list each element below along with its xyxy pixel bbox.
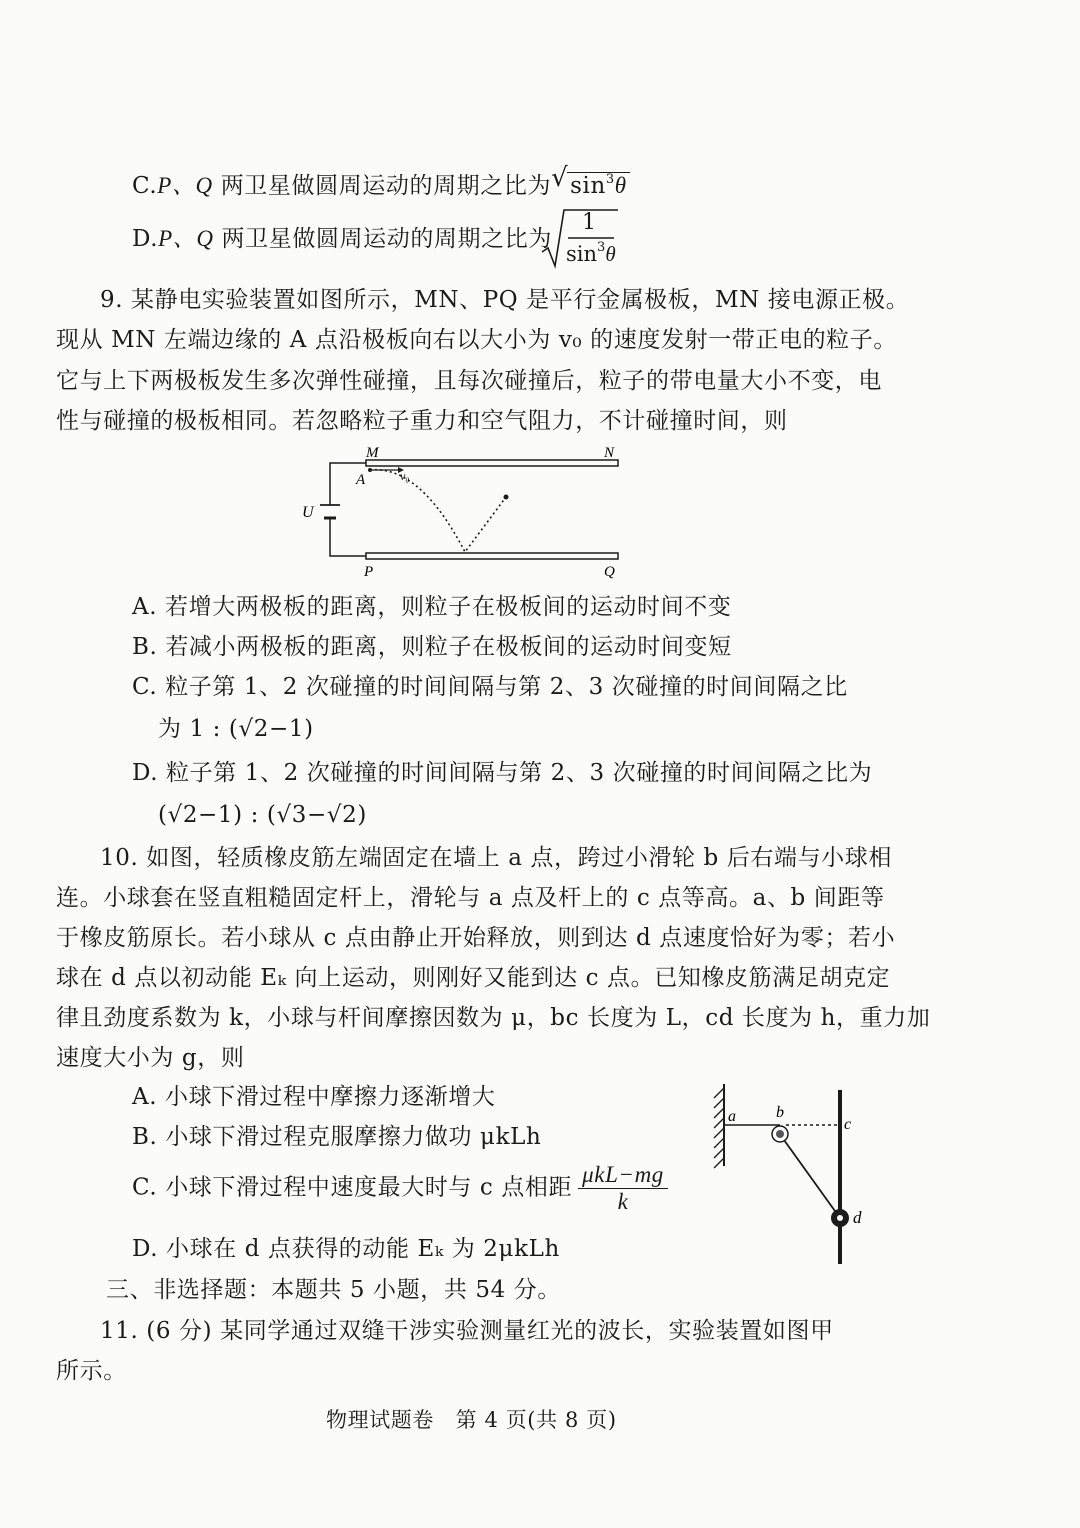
- label-n: N: [604, 445, 615, 461]
- q8-option-c-sqrt: √ $\sin^3\theta$: [551, 163, 630, 203]
- q8-option-c-theta: θ: [614, 173, 627, 198]
- q10-option-c-text: C. 小球下滑过程中速度最大时与 c 点相距: [132, 1174, 573, 1201]
- label-m: M: [366, 445, 379, 461]
- point-a-dot: [368, 468, 372, 472]
- q9-option-d-line-2: (√2−1) : (√3−√2): [158, 802, 367, 828]
- q10-option-c: [132, 1162, 668, 1215]
- q9-line-2: 现从 MN 左端边缘的 A 点沿极板向右以大小为 v₀ 的速度发射一带正电的粒子。: [56, 327, 897, 353]
- q10-line-4: 球在 d 点以初动能 Eₖ 向上运动，则刚好又能到达 c 点。已知橡皮筋满足胡克定: [56, 965, 891, 991]
- q8-option-d: [132, 222, 552, 256]
- q8-option-d-text: 两卫星做圆周运动的周期之比为: [221, 226, 552, 252]
- label-v0: v₀: [400, 469, 410, 483]
- q11-line-1: 11. (6 分) 某同学通过双缝干涉实验测量红光的波长，实验装置如图甲: [100, 1318, 834, 1344]
- q8-option-d-prefix: D.: [132, 226, 159, 252]
- q10-line-1: 10. 如图，轻质橡皮筋左端固定在墙上 a 点，跨过小滑轮 b 后右端与小球相: [100, 845, 892, 871]
- q10-line-5: 律且劲度系数为 k，小球与杆间摩擦因数为 μ，bc 长度为 L，cd 长度为 h，重力加: [56, 1005, 931, 1031]
- q11-line-2: 所示。: [56, 1358, 127, 1384]
- q9-line-4: 性与碰撞的极板相同。若忽略粒子重力和空气阻力，不计碰撞时间，则: [56, 408, 788, 434]
- q10-line-3: 于橡皮筋原长。若小球从 c 点由静止开始释放，则到达 d 点速度恰好为零；若小: [56, 925, 896, 951]
- label-c: c: [844, 1116, 852, 1133]
- particle-trajectory: [370, 470, 506, 552]
- label-p: P: [364, 564, 374, 580]
- label-q: Q: [604, 564, 615, 580]
- q9-option-d-line-1: D. 粒子第 1、2 次碰撞的时间间隔与第 2、3 次碰撞的时间间隔之比为: [132, 760, 873, 786]
- wire-bottom: [330, 518, 366, 556]
- q9-option-c-line-2: 为 1 : (√2−1): [158, 716, 314, 742]
- ball-hole: [837, 1215, 843, 1221]
- q9-option-c-line-1: C. 粒子第 1、2 次碰撞的时间间隔与第 2、3 次碰撞的时间间隔之比: [132, 674, 848, 700]
- label-d: d: [853, 1208, 862, 1227]
- q10-line-6: 速度大小为 g，则: [56, 1045, 245, 1071]
- q8-option-d-num: 1: [582, 210, 596, 235]
- page-footer: 物理试题卷 第 4 页(共 8 页): [326, 1408, 617, 1432]
- q9-line-3: 它与上下两极板发生多次弹性碰撞，且每次碰撞后，粒子的带电量大小不变，电: [56, 368, 882, 394]
- q9-option-b: B. 若减小两极板的距离，则粒子在极板间的运动时间变短: [132, 634, 732, 660]
- q10-option-d: D. 小球在 d 点获得的动能 Eₖ 为 2μkLh: [132, 1236, 560, 1262]
- label-a: a: [728, 1108, 736, 1125]
- q8-option-c-vars: P、Q: [157, 173, 213, 198]
- q8-option-d-den-theta: θ: [605, 242, 616, 266]
- q8-option-d-den: [566, 240, 616, 267]
- q10-figure: [700, 1078, 880, 1268]
- q10-option-a: A. 小球下滑过程中摩擦力逐渐增大: [132, 1084, 496, 1110]
- label-a: A: [356, 472, 366, 488]
- q10-option-c-den: k: [617, 1189, 629, 1214]
- label-b: b: [776, 1104, 784, 1121]
- plate-pq: [366, 553, 618, 559]
- q8-option-d-sqrt: [540, 208, 620, 270]
- section-3-heading: 三、非选择题：本题共 5 小题，共 54 分。: [106, 1277, 561, 1303]
- q8-option-c-sin: sin: [570, 173, 606, 199]
- q8-option-d-vars: P、Q: [158, 226, 214, 251]
- q9-figure: [300, 440, 640, 585]
- band-bd: [784, 1140, 840, 1218]
- q10-line-2: 连。小球套在竖直粗糙固定杆上，滑轮与 a 点及杆上的 c 点等高。a、b 间距等: [56, 885, 885, 911]
- label-u: U: [302, 504, 314, 521]
- q8-option-d-den-exp: 3: [597, 240, 606, 255]
- q10-option-c-num: μkL−mg: [578, 1162, 668, 1189]
- q8-option-c-prefix: C.: [132, 173, 158, 199]
- q9-line-1: 9. 某静电实验装置如图所示，MN、PQ 是平行金属极板，MN 接电源正极。: [100, 287, 910, 313]
- q8-option-d-den-sin: sin: [566, 242, 598, 266]
- plate-mn: [366, 460, 618, 466]
- pulley-hub: [776, 1130, 784, 1138]
- q10-option-b: B. 小球下滑过程克服摩擦力做功 μkLh: [132, 1124, 542, 1150]
- q8-option-c-exp: 3: [605, 172, 615, 187]
- particle-dot: [504, 495, 509, 500]
- q8-option-c-text: 两卫星做圆周运动的周期之比为: [220, 173, 552, 199]
- q8-option-c: [132, 163, 630, 203]
- q10-option-c-fraction: [578, 1162, 668, 1215]
- wall-hatching: [714, 1088, 724, 1168]
- q9-option-a: A. 若增大两极板的距离，则粒子在极板间的运动时间不变: [132, 594, 732, 620]
